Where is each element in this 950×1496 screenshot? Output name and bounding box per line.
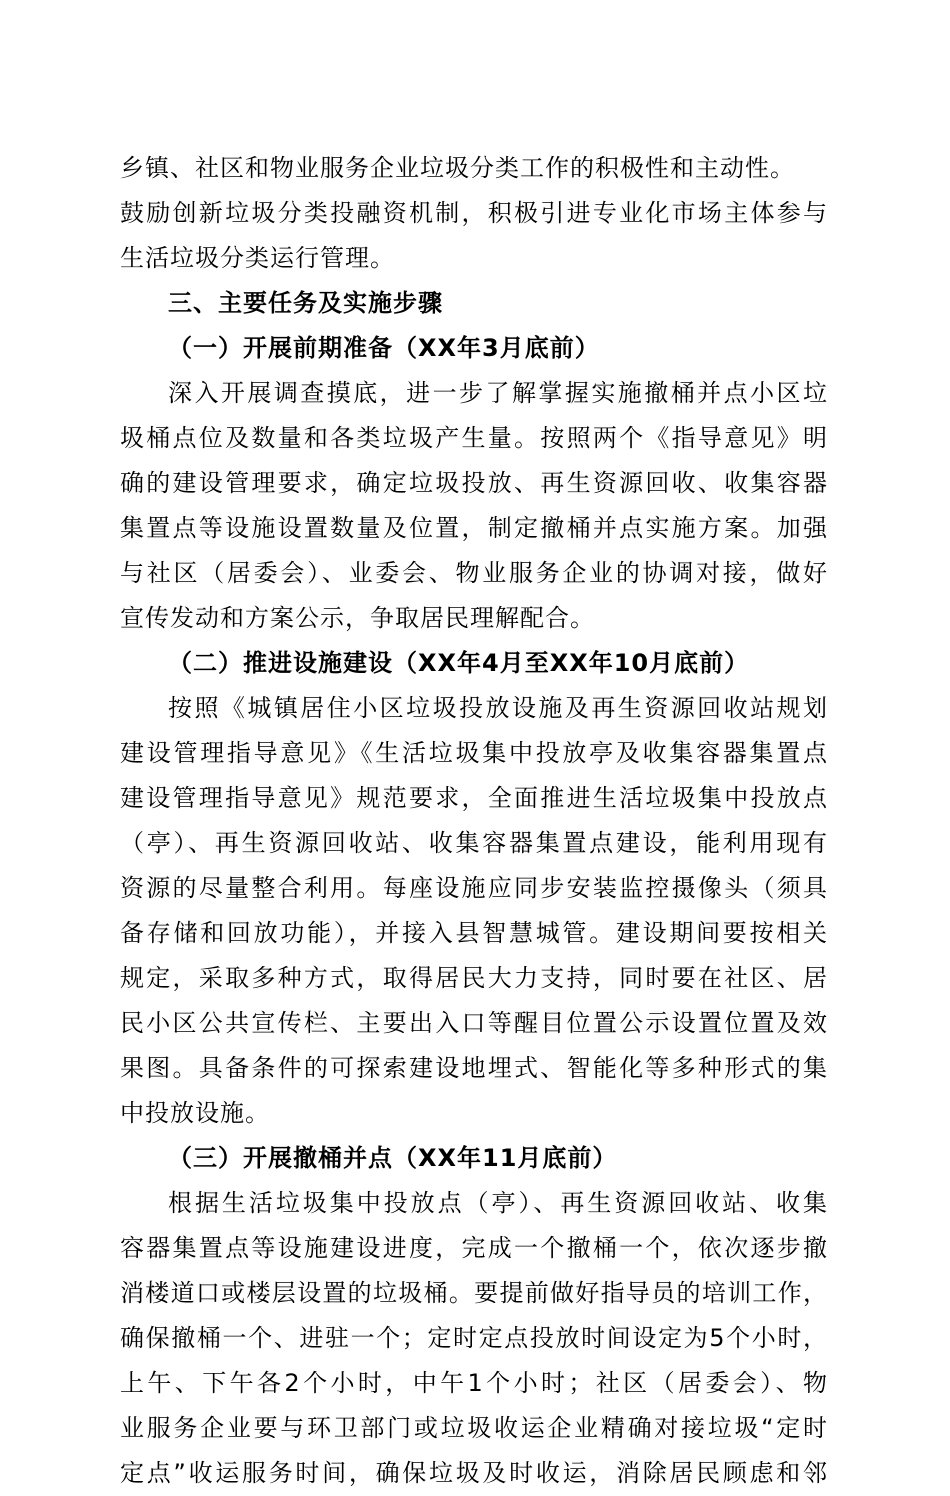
paragraph-line: 业服务企业要与环卫部门或垃圾收运企业精确对接垃圾“定时 xyxy=(120,1414,828,1442)
paragraph-line: 建设管理指导意见》《生活垃圾集中投放亭及收集容器集置点 xyxy=(120,739,828,767)
paragraph-line: 建设管理指导意见》规范要求，全面推进生活垃圾集中投放点 xyxy=(120,784,828,812)
subsection-heading: （一）开展前期准备（XX年3月底前） xyxy=(168,334,600,362)
paragraph-line: 上午、下午各2个小时，中午1个小时；社区（居委会）、物 xyxy=(120,1369,828,1397)
paragraph-line: 乡镇、社区和物业服务企业垃圾分类工作的积极性和主动性。 xyxy=(120,154,795,182)
paragraph-line: 宣传发动和方案公示，争取居民理解配合。 xyxy=(120,604,595,632)
paragraph-line: 规定，采取多种方式，取得居民大力支持，同时要在社区、居 xyxy=(120,964,828,992)
paragraph-line: 圾桶点位及数量和各类垃圾产生量。按照两个《指导意见》明 xyxy=(120,424,828,452)
paragraph-line: 消楼道口或楼层设置的垃圾桶。要提前做好指导员的培训工作， xyxy=(120,1279,828,1307)
paragraph-line: 按照《城镇居住小区垃圾投放设施及再生资源回收站规划 xyxy=(168,694,828,722)
paragraph-line: 生活垃圾分类运行管理。 xyxy=(120,244,395,272)
paragraph-line: 容器集置点等设施建设进度，完成一个撤桶一个，依次逐步撤 xyxy=(120,1234,828,1262)
paragraph-line: 中投放设施。 xyxy=(120,1099,270,1127)
paragraph-line: 资源的尽量整合利用。每座设施应同步安装监控摄像头（须具 xyxy=(120,874,828,902)
paragraph-line: 深入开展调查摸底，进一步了解掌握实施撤桶并点小区垃 xyxy=(168,379,828,407)
paragraph-line: 确的建设管理要求，确定垃圾投放、再生资源回收、收集容器 xyxy=(120,469,828,497)
paragraph-line: 果图。具备条件的可探索建设地埋式、智能化等多种形式的集 xyxy=(120,1054,828,1082)
paragraph-line: 根据生活垃圾集中投放点（亭）、再生资源回收站、收集 xyxy=(168,1189,828,1217)
paragraph-line: 确保撤桶一个、进驻一个；定时定点投放时间设定为5个小时， xyxy=(120,1324,828,1352)
section-heading: 三、主要任务及实施步骤 xyxy=(168,289,443,317)
paragraph-line: 备存储和回放功能），并接入县智慧城管。建设期间要按相关 xyxy=(120,919,828,947)
paragraph-line: 民小区公共宣传栏、主要出入口等醒目位置公示设置位置及效 xyxy=(120,1009,828,1037)
subsection-heading: （三）开展撤桶并点（XX年11月底前） xyxy=(168,1144,618,1172)
subsection-heading: （二）推进设施建设（XX年4月至XX年10月底前） xyxy=(168,649,750,677)
document-body xyxy=(120,146,828,1496)
paragraph-line: 鼓励创新垃圾分类投融资机制，积极引进专业化市场主体参与 xyxy=(120,199,828,227)
paragraph-line: （亭）、再生资源回收站、收集容器集置点建设，能利用现有 xyxy=(120,829,828,857)
paragraph-line: 集置点等设施设置数量及位置，制定撤桶并点实施方案。加强 xyxy=(120,514,828,542)
paragraph-line: 与社区（居委会）、业委会、物业服务企业的协调对接，做好 xyxy=(120,559,828,587)
paragraph-line: 定点”收运服务时间，确保垃圾及时收运，消除居民顾虑和邻 xyxy=(120,1459,828,1487)
